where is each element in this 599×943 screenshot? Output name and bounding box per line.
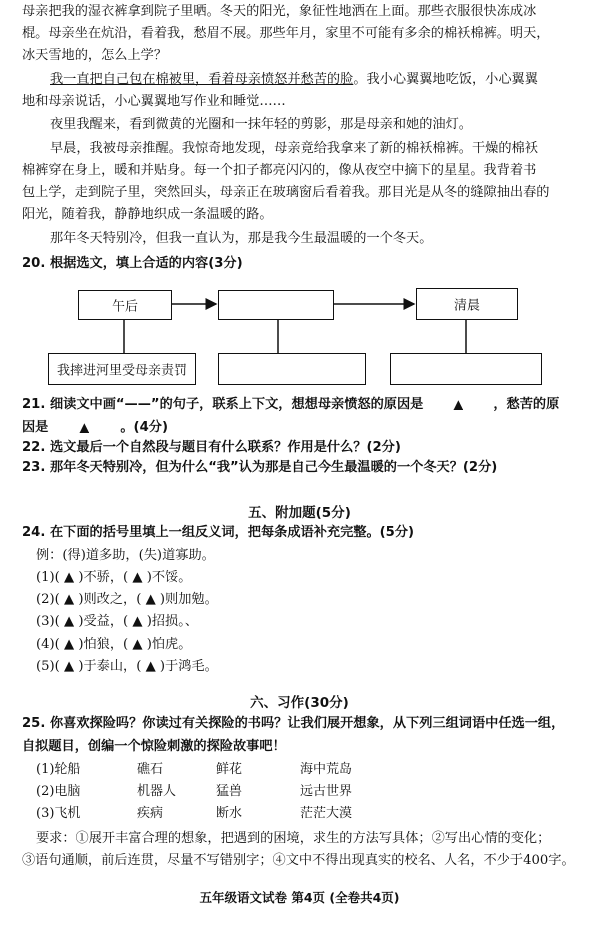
passage-line: 棍。母亲坐在炕沿，看着我，愁眉不展。那些年月，家里不可能有多余的棉袄棉裤。明天， <box>22 26 550 41</box>
underlined-sentence: 我一直把自己包在棉被里，看着母亲愤怒并愁苦的脸 <box>50 72 354 87</box>
underlined-tail: 。我小心翼翼地吃饭，小心翼翼 <box>353 72 538 87</box>
question-21-line2: 因是 ▲ 。(4分) <box>22 417 585 438</box>
exam-page: 母亲把我的湿衣裤拿到院子里晒。冬天的阳光，象征性地洒在上面。那些衣服很快冻成冰 棍。母亲坐在炕沿，看着我，愁眉不展。那些年月，家里不可能有多余的棉袄棉裤。明天， 冰天雪地的，怎么上学？ 我一直把自己包在棉被里，看着母亲愤怒并愁苦的脸。我小心翼翼地吃饭，小心翼翼 地和母亲说话，小心翼翼地写作业和睡觉…… 夜里我醒来，看到微黄的光圈和一抹年轻的剪影，那是母亲和她的油灯。 早晨，我被母亲推醒。我惊奇地发现，母亲竟给我拿来了新的棉袄棉裤。干燥的棉袄 棉裤穿在身上，暖和并贴身。每一个扣子都亮闪闪的，像从夜空中摘下的星星。我背着书 包上学，走到院子里，突然回头，母亲正在玻璃窗后看着我。那目光是从冬的缝隙抽出春的 阳光，随着我，静静地织成一条温暖的路。 那年冬天特别冷，但我一直认为，那是我今生最温暖的一个冬天。 20. 根据选文，填上合适的内容(3分) 午后 清晨 我摔进河里受母亲责罚 21. 细读文中画“——”的句子，联系上下文，想想母亲愤怒的原因是 ▲ ，愁苦的原 因是 ▲ 。(4分) 22. 选文最后一个自然段与题目有什么联系？作用是什么？(2分) 23. 那年冬天特别冷，但为什么“我”认为那是自己今生最温暖的一个冬天？(2分) 五、附加题(5分) 24. 在下面的括号里填上一组反义词，把每条成语补充完整。(5分) 例：(得)道多助，(失)道寡助。 (1)( ▲ )不骄，( ▲ )不馁。 (2)( ▲ )则改之，( ▲ )则加勉。 (3)( ▲ )受益，( ▲ )招损。、 (4)( ▲ )怕狼，( ▲ )怕虎。 (5)( ▲ )于泰山，( ▲ )于鸿毛。 六、习作(30分) 25. 你喜欢探险吗？你读过有关探险的书吗？让我们展开想象，从下列三组词语中任选一组， 自拟题目，创编一个惊险刺激的探险故事吧！ (1)轮船 礁石 鲜花 海中荒岛 (2)电脑 机器人 猛兽 远古世界 (3)飞机 疾病 断水 茫茫大漠 要求：①展开丰富合理的想象，把遇到的困境，求生的方法写具体；②写出心情的变化； ③语句通顺，前后连贯，尽量不写错别字；④文中不得出现真实的校名、人名，不少于400字。 五年级语文试卷 第4页 (全卷共4页) <box>0 0 599 943</box>
q24-item: (4)( ▲ )怕狼，( ▲ )怕虎。 <box>36 637 192 652</box>
question-25-line1: 25. 你喜欢探险吗？你读过有关探险的书吗？让我们展开想象，从下列三组词语中任选一组， <box>22 716 565 731</box>
q24-item: (2)( ▲ )则改之，( ▲ )则加勉。 <box>36 592 218 607</box>
question-23: 23. 那年冬天特别冷，但为什么“我”认为那是自己今生最温暖的一个冬天？(2分) <box>22 460 498 475</box>
section-6-title: 六、习作(30分) <box>250 695 349 711</box>
flow-box-blank[interactable] <box>218 290 334 320</box>
q24-item: (1)( ▲ )不骄，( ▲ )不馁。 <box>36 570 192 585</box>
q24-example: 例：(得)道多助，(失)道寡助。 <box>36 548 215 563</box>
q25-requirements-1: 要求：①展开丰富合理的想象，把遇到的困境，求生的方法写具体；②写出心情的变化； <box>36 831 551 846</box>
q21-blank-2[interactable]: ▲ <box>79 420 89 434</box>
q24-item: (5)( ▲ )于泰山，( ▲ )于鸿毛。 <box>36 659 218 674</box>
q24-item: (3)( ▲ )受益，( ▲ )招损。、 <box>36 614 199 629</box>
passage-line: 冰天雪地的，怎么上学？ <box>22 48 168 63</box>
passage-line: 那年冬天特别冷，但我一直认为，那是我今生最温暖的一个冬天。 <box>50 231 433 246</box>
page-footer: 五年级语文试卷 第4页 (全卷共4页) <box>199 890 400 905</box>
q21-blank-1[interactable]: ▲ <box>453 397 463 411</box>
flow-bottom-box-2[interactable] <box>218 353 366 385</box>
flow-box-afternoon: 午后 <box>78 290 172 320</box>
passage-line: 地和母亲说话，小心翼翼地写作业和睡觉…… <box>22 94 286 109</box>
section-5-title: 五、附加题(5分) <box>248 505 351 521</box>
question-20-label: 20. 根据选文，填上合适的内容(3分) <box>22 256 243 271</box>
passage-line: 阳光，随着我，静静地织成一条温暖的路。 <box>22 207 273 222</box>
passage-line: 包上学，走到院子里，突然回头，母亲正在玻璃窗后看着我。那目光是从冬的缝隙抽出春的 <box>22 185 550 200</box>
question-21-line1: 21. 细读文中画“——”的句子，联系上下文，想想母亲愤怒的原因是 ▲ ，愁苦的原 <box>22 394 585 415</box>
q20-flow-arrows <box>0 0 599 400</box>
question-25-line2: 自拟题目，创编一个惊险刺激的探险故事吧！ <box>22 739 286 754</box>
question-22: 22. 选文最后一个自然段与题目有什么联系？作用是什么？(2分) <box>22 440 401 455</box>
passage-line: 棉裤穿在身上，暖和并贴身。每一个扣子都亮闪闪的，像从夜空中摘下的星星。我背着书 <box>22 163 537 178</box>
q25-requirements-2: ③语句通顺，前后连贯，尽量不写错别字；④文中不得出现真实的校名、人名，不少于400字。 <box>22 853 575 868</box>
passage-line: 夜里我醒来，看到微黄的光圈和一抹年轻的剪影，那是母亲和她的油灯。 <box>50 117 472 132</box>
passage-line: 母亲把我的湿衣裤拿到院子里晒。冬天的阳光，象征性地洒在上面。那些衣服很快冻成冰 <box>22 4 537 19</box>
question-24-label: 24. 在下面的括号里填上一组反义词，把每条成语补充完整。(5分) <box>22 525 415 540</box>
flow-bottom-box-1: 我摔进河里受母亲责罚 <box>48 353 196 385</box>
passage-line: 早晨，我被母亲推醒。我惊奇地发现，母亲竟给我拿来了新的棉袄棉裤。干燥的棉袄 <box>50 141 538 156</box>
flow-bottom-box-3[interactable] <box>390 353 542 385</box>
flow-box-morning: 清晨 <box>416 288 518 320</box>
